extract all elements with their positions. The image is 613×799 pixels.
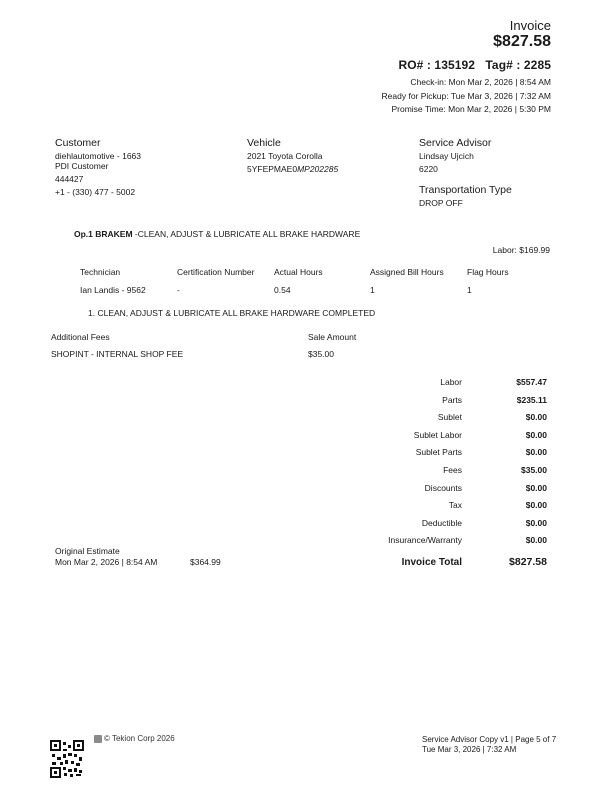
- invoice-total-value: $827.58: [509, 556, 547, 568]
- invoice-title: Invoice: [509, 18, 551, 33]
- total-value-labor: $557.47: [516, 377, 547, 387]
- copyright-text: © Tekion Corp 2026: [104, 734, 175, 743]
- customer-id: 444427: [55, 174, 84, 184]
- total-value-deductible: $0.00: [525, 518, 547, 528]
- ro-tag-line: RO# : 135192 Tag# : 2285: [398, 58, 551, 72]
- operation-completed-note: 1. CLEAN, ADJUST & LUBRICATE ALL BRAKE HARDWARE COMPLETED: [88, 308, 376, 318]
- tekion-logo-icon: [94, 735, 102, 743]
- copy-date: Tue Mar 3, 2026 | 7:32 AM: [422, 745, 517, 754]
- sale-amount-title: Sale Amount: [308, 332, 357, 342]
- ro-label: RO#: [398, 58, 424, 72]
- vehicle-vin: [247, 164, 338, 174]
- total-value-sublet-labor: $0.00: [525, 430, 547, 440]
- checkin-time: Check-in: Mon Mar 2, 2026 | 8:54 AM: [410, 77, 551, 87]
- advisor-name: Lindsay Ujcich: [419, 151, 474, 161]
- qr-code-icon: [50, 740, 84, 778]
- total-value-sublet: $0.00: [525, 412, 547, 422]
- fee-amount: $35.00: [308, 349, 334, 359]
- operation-description: -CLEAN, ADJUST & LUBRICATE ALL BRAKE HARDWARE: [132, 229, 361, 239]
- total-value-tax: $0.00: [525, 500, 547, 510]
- operation-code: Op.1 BRAKEM: [74, 229, 133, 239]
- total-value-fees: $35.00: [521, 465, 547, 475]
- col-flag-hours: Flag Hours: [467, 267, 509, 277]
- total-value-discounts: $0.00: [525, 483, 547, 493]
- vehicle-title: Vehicle: [247, 137, 281, 149]
- total-label-deductible: Deductible: [421, 518, 462, 528]
- promise-time: Promise Time: Mon Mar 2, 2026 | 5:30 PM: [391, 104, 551, 114]
- total-value-parts: $235.11: [516, 395, 547, 405]
- transportation-title: Transportation Type: [419, 184, 512, 196]
- total-label-insurance-warranty: Insurance/Warranty: [388, 535, 462, 545]
- copy-page-info: Service Advisor Copy v1 | Page 5 of 7: [422, 735, 557, 744]
- advisor-number: 6220: [419, 164, 438, 174]
- vin-suffix: MP202285: [297, 164, 339, 174]
- total-value-sublet-parts: $0.00: [525, 447, 547, 457]
- transportation-value: DROP OFF: [419, 198, 463, 208]
- total-label-sublet: Sublet: [437, 412, 462, 422]
- total-label-fees: Fees: [443, 465, 462, 475]
- total-label-sublet-parts: Sublet Parts: [415, 447, 462, 457]
- vin-prefix: 5YFEPMAE0: [247, 164, 298, 174]
- tag-label: Tag#: [485, 58, 513, 72]
- ro-number: 135192: [434, 58, 476, 72]
- fee-name: SHOPINT - INTERNAL SHOP FEE: [51, 349, 184, 359]
- customer-phone: +1 - (330) 477 - 5002: [55, 187, 136, 197]
- col-assigned-bill-hours: Assigned Bill Hours: [370, 267, 444, 277]
- total-label-sublet-labor: Sublet Labor: [413, 430, 462, 440]
- total-label-tax: Tax: [448, 500, 462, 510]
- original-estimate-date: Mon Mar 2, 2026 | 8:54 AM: [55, 557, 158, 567]
- flag-hours: 1: [467, 285, 472, 295]
- original-estimate-title: Original Estimate: [55, 546, 120, 556]
- customer-name: diehlautomotive - 1663: [55, 151, 142, 161]
- certification-number: -: [177, 285, 180, 295]
- invoice-total-header: $827.58: [493, 33, 551, 50]
- actual-hours: 0.54: [274, 285, 291, 295]
- assigned-bill-hours: 1: [370, 285, 375, 295]
- service-advisor-title: Service Advisor: [419, 137, 492, 149]
- total-value-insurance-warranty: $0.00: [525, 535, 547, 545]
- customer-title: Customer: [55, 137, 101, 149]
- total-label-discounts: Discounts: [424, 483, 462, 493]
- tag-number: 2285: [523, 58, 551, 72]
- invoice-total-label: Invoice Total: [401, 557, 462, 568]
- vehicle-model: 2021 Toyota Corolla: [247, 151, 323, 161]
- total-label-parts: Parts: [442, 395, 462, 405]
- col-actual-hours: Actual Hours: [274, 267, 323, 277]
- operation-line: [74, 229, 360, 239]
- operation-labor-amount: Labor: $169.99: [492, 245, 550, 255]
- col-certification: Certification Number: [177, 267, 255, 277]
- technician-name: Ian Landis - 9562: [80, 285, 146, 295]
- total-label-labor: Labor: [440, 377, 462, 387]
- col-technician: Technician: [80, 267, 121, 277]
- additional-fees-title: Additional Fees: [51, 332, 110, 342]
- original-estimate-amount: $364.99: [190, 557, 221, 567]
- ready-for-pickup-time: Ready for Pickup: Tue Mar 3, 2026 | 7:32 AM: [381, 91, 551, 101]
- customer-type: PDI Customer: [55, 161, 109, 171]
